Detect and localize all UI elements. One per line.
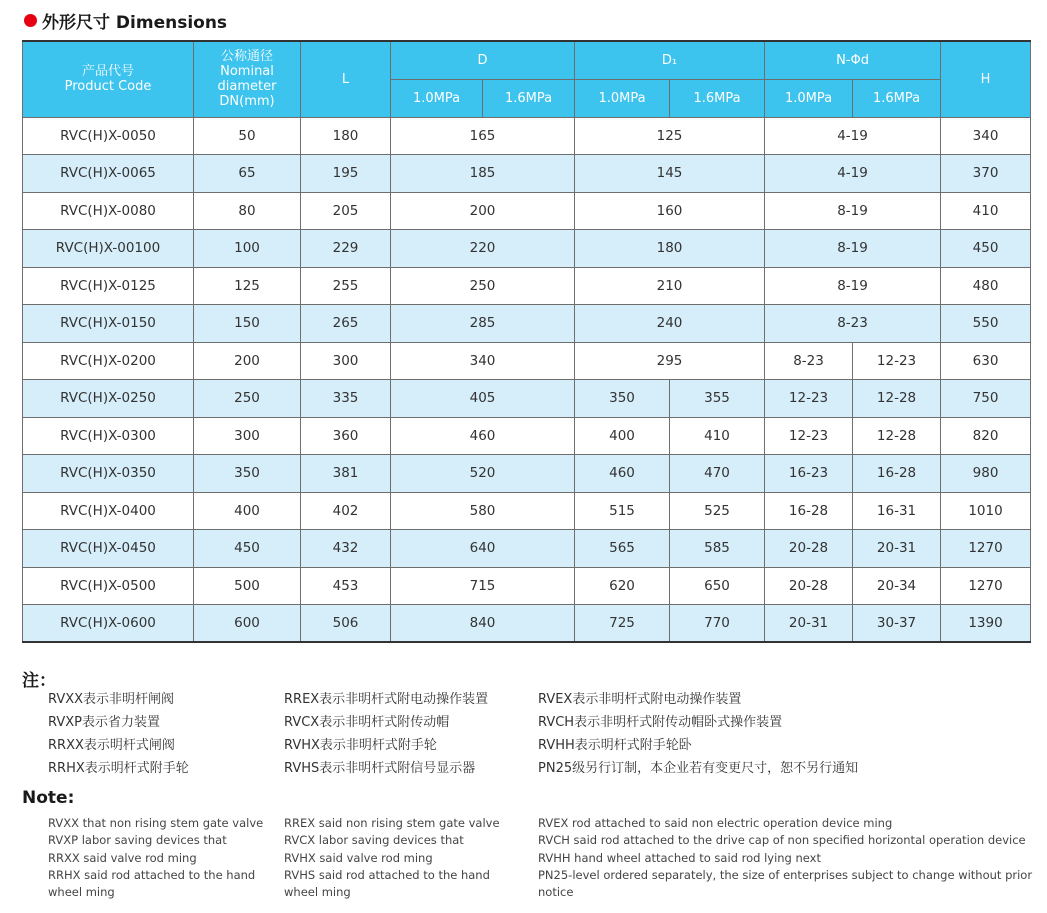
- cell-L: 432: [301, 530, 391, 568]
- cell-nominal-diameter: 50: [194, 117, 301, 155]
- note-line: RVCH表示非明杆式附传动帽卧式操作装置: [538, 715, 783, 730]
- note-line: RVHH表示明杆式附手轮卧: [538, 738, 692, 753]
- cell-D1: 210: [575, 267, 765, 305]
- cell-D: 405: [391, 380, 575, 418]
- table-body: [23, 117, 1031, 642]
- cell-D: 165: [391, 117, 575, 155]
- cell-H: 370: [941, 155, 1031, 193]
- note-line: RREX表示非明杆式附电动操作装置: [284, 692, 489, 707]
- cell-D1-1.0mpa: 350: [575, 380, 670, 418]
- table-row: [23, 455, 1031, 493]
- table-row: [23, 230, 1031, 268]
- cell-n-phi-d-1.6mpa: 12-28: [853, 380, 941, 418]
- cell-product-code: RVC(H)X-0300: [23, 417, 194, 455]
- cell-D: 285: [391, 305, 575, 343]
- table-row: [23, 155, 1031, 193]
- cell-H: 1270: [941, 530, 1031, 568]
- cell-H: 1270: [941, 567, 1031, 605]
- cell-nominal-diameter: 450: [194, 530, 301, 568]
- cell-n-phi-d: 8-19: [765, 192, 941, 230]
- cell-L: 381: [301, 455, 391, 493]
- cell-n-phi-d-1.6mpa: 12-28: [853, 417, 941, 455]
- header-nominal-diameter: 公称通径 Nominal diameter DN(mm): [194, 41, 301, 117]
- cell-H: 550: [941, 305, 1031, 343]
- cell-D1: 160: [575, 192, 765, 230]
- cell-L: 453: [301, 567, 391, 605]
- header-D-1.0mpa: 1.0MPa: [391, 79, 483, 117]
- cell-H: 410: [941, 192, 1031, 230]
- cell-product-code: RVC(H)X-0400: [23, 492, 194, 530]
- page-title: [24, 8, 227, 32]
- cell-product-code: RVC(H)X-0080: [23, 192, 194, 230]
- table-row: [23, 267, 1031, 305]
- cell-D1: 145: [575, 155, 765, 193]
- cell-nominal-diameter: 300: [194, 417, 301, 455]
- cell-L: 506: [301, 605, 391, 643]
- note-line: RRHX said rod attached to the hand wheel ming: [48, 867, 256, 900]
- note-line: RREX said non rising stem gate valve: [284, 816, 500, 830]
- header-product-code: 产品代号 Product Code: [23, 41, 194, 117]
- cell-product-code: RVC(H)X-0065: [23, 155, 194, 193]
- table-row: [23, 492, 1031, 530]
- header-n-phi-d: N-Φd: [765, 41, 941, 79]
- cell-L: 180: [301, 117, 391, 155]
- cell-n-phi-d: 4-19: [765, 155, 941, 193]
- cell-product-code: RVC(H)X-0450: [23, 530, 194, 568]
- table-row: [23, 117, 1031, 155]
- note-line: RVCX labor saving devices that: [284, 833, 464, 848]
- cell-product-code: RVC(H)X-0150: [23, 305, 194, 343]
- cell-H: 450: [941, 230, 1031, 268]
- cell-nominal-diameter: 125: [194, 267, 301, 305]
- cell-H: 1010: [941, 492, 1031, 530]
- cell-D1-1.0mpa: 460: [575, 455, 670, 493]
- cell-n-phi-d-1.0mpa: 20-28: [765, 530, 853, 568]
- note-line: RVCH said rod attached to the drive cap of non specified horizontal operation device: [538, 833, 1026, 848]
- cell-D1-1.6mpa: 770: [670, 605, 765, 643]
- cell-D: 840: [391, 605, 575, 643]
- cell-D1: 180: [575, 230, 765, 268]
- note-line: RVEX表示非明杆式附电动操作装置: [538, 692, 742, 707]
- cell-product-code: RVC(H)X-00100: [23, 230, 194, 268]
- cell-D1-1.6mpa: 355: [670, 380, 765, 418]
- cell-D: 520: [391, 455, 575, 493]
- table-row: [23, 567, 1031, 605]
- cell-H: 480: [941, 267, 1031, 305]
- note-line: RVHS said rod attached to the hand wheel ming: [284, 867, 490, 900]
- notes-en-col1: [48, 815, 273, 901]
- cell-nominal-diameter: 150: [194, 305, 301, 343]
- header-L: L: [301, 41, 391, 117]
- cell-D1-1.0mpa: 400: [575, 417, 670, 455]
- note-line: RRXX said valve rod ming: [48, 850, 197, 865]
- cell-D: 460: [391, 417, 575, 455]
- cell-n-phi-d-1.6mpa: 16-31: [853, 492, 941, 530]
- notes-en-col2: [284, 815, 509, 901]
- header-D-1.6mpa: 1.6MPa: [483, 79, 575, 117]
- cell-H: 750: [941, 380, 1031, 418]
- cell-D: 640: [391, 530, 575, 568]
- cell-H: 980: [941, 455, 1031, 493]
- cell-n-phi-d-1.0mpa: 16-23: [765, 455, 853, 493]
- cell-nominal-diameter: 500: [194, 567, 301, 605]
- cell-D1-1.6mpa: 410: [670, 417, 765, 455]
- cell-nominal-diameter: 350: [194, 455, 301, 493]
- cell-D1-1.0mpa: 620: [575, 567, 670, 605]
- cell-n-phi-d-1.0mpa: 12-23: [765, 380, 853, 418]
- cell-H: 820: [941, 417, 1031, 455]
- cell-L: 402: [301, 492, 391, 530]
- cell-D1: 295: [575, 342, 765, 380]
- notes-cn-col3: [538, 688, 858, 780]
- cell-n-phi-d-1.6mpa: 30-37: [853, 605, 941, 643]
- note-line: RVHX表示非明杆式附手轮: [284, 738, 437, 753]
- cell-L: 335: [301, 380, 391, 418]
- table-row: [23, 380, 1031, 418]
- table-row: [23, 605, 1031, 643]
- cell-n-phi-d-1.6mpa: 20-34: [853, 567, 941, 605]
- cell-L: 229: [301, 230, 391, 268]
- cell-D: 220: [391, 230, 575, 268]
- header-D1-1.0mpa: 1.0MPa: [575, 79, 670, 117]
- cell-L: 255: [301, 267, 391, 305]
- cell-D1: 240: [575, 305, 765, 343]
- cell-product-code: RVC(H)X-0250: [23, 380, 194, 418]
- table-row: [23, 417, 1031, 455]
- note-line: RVHH hand wheel attached to said rod lying next: [538, 850, 821, 865]
- cell-product-code: RVC(H)X-0125: [23, 267, 194, 305]
- note-line: RRXX表示明杆式闸阀: [48, 738, 175, 753]
- cell-n-phi-d-1.0mpa: 16-28: [765, 492, 853, 530]
- table-row: [23, 305, 1031, 343]
- cell-H: 340: [941, 117, 1031, 155]
- note-line: PN25级另行订制，本企业若有变更尺寸，恕不另行通知: [538, 761, 859, 776]
- notes-cn-col1: [48, 688, 189, 780]
- cell-D: 200: [391, 192, 575, 230]
- cell-n-phi-d: 8-23: [765, 305, 941, 343]
- cell-n-phi-d: 4-19: [765, 117, 941, 155]
- cell-D1-1.0mpa: 565: [575, 530, 670, 568]
- cell-n-phi-d-1.6mpa: 12-23: [853, 342, 941, 380]
- cell-L: 300: [301, 342, 391, 380]
- header-D1: D₁: [575, 41, 765, 79]
- cell-D1: 125: [575, 117, 765, 155]
- cell-n-phi-d-1.0mpa: 8-23: [765, 342, 853, 380]
- cell-nominal-diameter: 80: [194, 192, 301, 230]
- cell-D1-1.6mpa: 585: [670, 530, 765, 568]
- note-line: PN25-level ordered separately, the size of enterprises subject to change without prior notice: [538, 867, 1033, 900]
- note-line: RVCX表示非明杆式附传动帽: [284, 715, 450, 730]
- cell-nominal-diameter: 65: [194, 155, 301, 193]
- cell-product-code: RVC(H)X-0600: [23, 605, 194, 643]
- cell-nominal-diameter: 400: [194, 492, 301, 530]
- cell-D1-1.6mpa: 470: [670, 455, 765, 493]
- cell-nominal-diameter: 250: [194, 380, 301, 418]
- notes-cn-heading: 注：: [22, 671, 56, 691]
- table-row: [23, 192, 1031, 230]
- cell-D1-1.6mpa: 650: [670, 567, 765, 605]
- header-N-1.6mpa: 1.6MPa: [853, 79, 941, 117]
- cell-product-code: RVC(H)X-0350: [23, 455, 194, 493]
- header-H: H: [941, 41, 1031, 117]
- note-line: RVEX rod attached to said non electric operation device ming: [538, 816, 893, 830]
- header-D1-1.6mpa: 1.6MPa: [670, 79, 765, 117]
- cell-n-phi-d-1.0mpa: 20-28: [765, 567, 853, 605]
- cell-n-phi-d: 8-19: [765, 267, 941, 305]
- cell-H: 630: [941, 342, 1031, 380]
- cell-D: 715: [391, 567, 575, 605]
- cell-product-code: RVC(H)X-0500: [23, 567, 194, 605]
- cell-L: 360: [301, 417, 391, 455]
- cell-n-phi-d-1.0mpa: 12-23: [765, 417, 853, 455]
- cell-product-code: RVC(H)X-0200: [23, 342, 194, 380]
- cell-D1-1.0mpa: 725: [575, 605, 670, 643]
- cell-H: 1390: [941, 605, 1031, 643]
- note-line: RVHX said valve rod ming: [284, 850, 433, 865]
- cell-n-phi-d-1.6mpa: 20-31: [853, 530, 941, 568]
- cell-nominal-diameter: 100: [194, 230, 301, 268]
- note-line: RVXP labor saving devices that: [48, 833, 227, 848]
- dimensions-table: [22, 40, 1031, 643]
- note-line: RRHX表示明杆式附手轮: [48, 761, 189, 776]
- title-text: 外形尺寸 Dimensions: [42, 12, 228, 33]
- cell-D: 250: [391, 267, 575, 305]
- cell-n-phi-d-1.0mpa: 20-31: [765, 605, 853, 643]
- cell-L: 195: [301, 155, 391, 193]
- cell-n-phi-d-1.6mpa: 16-28: [853, 455, 941, 493]
- note-line: RVXP表示省力装置: [48, 715, 160, 730]
- table-row: [23, 342, 1031, 380]
- header-N-1.0mpa: 1.0MPa: [765, 79, 853, 117]
- cell-D1-1.0mpa: 515: [575, 492, 670, 530]
- cell-nominal-diameter: 600: [194, 605, 301, 643]
- notes-en-col3: [538, 815, 1038, 901]
- header-D: D: [391, 41, 575, 79]
- notes-en-heading: Note:: [22, 788, 75, 808]
- red-bullet-icon: [24, 14, 37, 27]
- table-row: [23, 530, 1031, 568]
- cell-D: 580: [391, 492, 575, 530]
- note-line: RVHS表示非明杆式附信号显示器: [284, 761, 476, 776]
- cell-D: 340: [391, 342, 575, 380]
- cell-nominal-diameter: 200: [194, 342, 301, 380]
- cell-L: 265: [301, 305, 391, 343]
- cell-L: 205: [301, 192, 391, 230]
- cell-n-phi-d: 8-19: [765, 230, 941, 268]
- cell-D1-1.6mpa: 525: [670, 492, 765, 530]
- table-header: [23, 41, 1031, 117]
- cell-D: 185: [391, 155, 575, 193]
- note-line: RVXX that non rising stem gate valve: [48, 816, 264, 830]
- note-line: RVXX表示非明杆闸阀: [48, 692, 175, 707]
- cell-product-code: RVC(H)X-0050: [23, 117, 194, 155]
- notes-cn-col2: [284, 688, 488, 780]
